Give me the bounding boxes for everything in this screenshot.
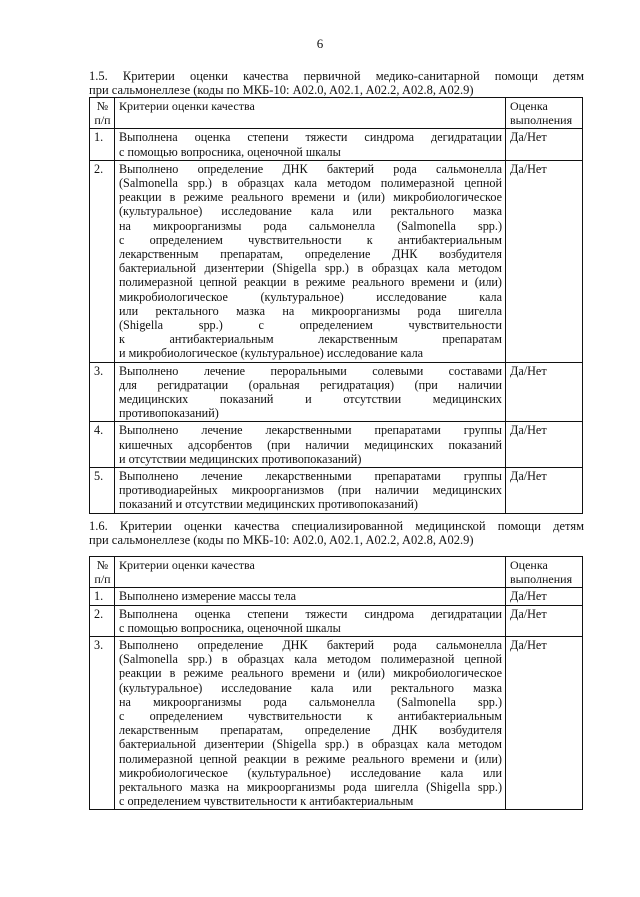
criterion-line: Выполнено определение ДНК бактерий рода сальмонелла [119, 161, 502, 176]
criterion-line: (культуральное) исследование кала или ректального мазка [119, 204, 502, 219]
criterion-line: реакции в режиме реального времени и (или) микробиологическое [119, 666, 502, 681]
criterion-line: медицинских показаний и отсутствии медицинских [119, 392, 502, 407]
result-value: Да/Нет [506, 637, 583, 810]
result-value: Да/Нет [506, 588, 583, 605]
row-number: 1. [90, 588, 115, 605]
criterion-text [115, 605, 506, 636]
criterion-line: и отсутствии медицинских противопоказаний) [119, 451, 362, 466]
criterion-line: реакции в режиме реального времени и (или) микробиологическое [119, 190, 502, 205]
criterion-line: показаний и отсутствии медицинских противопоказаний) [119, 497, 418, 512]
table-row [90, 588, 583, 605]
table-row [90, 362, 583, 422]
criterion-line: противодиарейных микроорганизмов (при наличии медицинских [119, 483, 502, 498]
criterion-text [115, 468, 506, 514]
col-result-header: Оценка выполнения [506, 557, 583, 588]
table-row [90, 605, 583, 636]
criterion-text [115, 129, 506, 160]
criterion-line: на микроорганизмы рода сальмонелла (Salmonella spp.) [119, 218, 502, 233]
col-criteria-header: Критерии оценки качества [115, 557, 506, 588]
criterion-line: полимеразной цепной реакции в режиме реального времени и (или) [119, 751, 502, 766]
criterion-line: противопоказаний) [119, 406, 219, 421]
criterion-line: с помощью вопросника, оценочной шкалы [119, 620, 341, 635]
criterion-line: лекарственным препаратам, определение ДНК возбудителя [119, 247, 502, 262]
table-row [90, 422, 583, 468]
row-number: 5. [90, 468, 115, 514]
criterion-text [115, 588, 506, 605]
criteria-table-1-5 [89, 97, 583, 514]
criterion-line: (Salmonella spp.) в образцах кала методом полимеразной цепной [119, 652, 502, 667]
row-number: 4. [90, 422, 115, 468]
criterion-line: с определением чувствительности к антибактериальным [119, 794, 414, 809]
criterion-line: Выполнена оценка степени тяжести синдрома дегидратации [119, 130, 502, 145]
table-row [90, 468, 583, 514]
criterion-line: на микроорганизмы рода сальмонелла (Salmonella spp.) [119, 694, 502, 709]
criterion-line: кишечных адсорбентов (при наличии медицинских показаний [119, 437, 502, 452]
criterion-line: микробиологическое (культуральное) исследование кала [119, 289, 502, 304]
page-number: 6 [316, 36, 324, 51]
result-value: Да/Нет [506, 605, 583, 636]
criterion-line: Выполнено определение ДНК бактерий рода сальмонелла [119, 638, 502, 653]
criterion-line: и микробиологическое (культуральное) исследование кала [119, 346, 424, 361]
criterion-line: к антибактериальным лекарственным препаратам [119, 332, 502, 347]
section-1-5-heading [89, 69, 584, 97]
table-row [90, 129, 583, 160]
section-1-5-heading-line2: при сальмонеллезе (коды по МКБ-10: A02.0, A02.1, A02.2, A02.8, A02.9) [89, 83, 474, 97]
col-result-header: Оценка выполнения [506, 98, 583, 129]
section-1-6-heading-line2: при сальмонеллезе (коды по МКБ-10: A02.0, A02.1, A02.2, A02.8, A02.9) [89, 533, 474, 547]
row-number: 2. [90, 160, 115, 362]
criterion-line: с определением чувствительности к антибактериальным [119, 709, 502, 724]
criterion-line: (культуральное) исследование кала или ректального мазка [119, 680, 502, 695]
criterion-line: для регидратации (оральная регидратация) (при наличии [119, 377, 502, 392]
row-number: 3. [90, 637, 115, 810]
criterion-line: микробиологическое (культуральное) исследование кала или [119, 765, 502, 780]
criterion-text [115, 362, 506, 422]
table-row [90, 637, 583, 810]
result-value: Да/Нет [506, 129, 583, 160]
criterion-line: полимеразной цепной реакции в режиме реального времени и (или) [119, 275, 502, 290]
result-value: Да/Нет [506, 468, 583, 514]
table-header-row [90, 557, 583, 588]
criterion-line: лекарственным препаратам, определение ДНК возбудителя [119, 723, 502, 738]
criterion-line: бактериальной дизентерии (Shigella spp.) в образцах кала методом [119, 261, 502, 276]
row-number: 2. [90, 605, 115, 636]
result-value: Да/Нет [506, 362, 583, 422]
criterion-line: Выполнено лечение лекарственными препаратами группы [119, 423, 502, 438]
result-value: Да/Нет [506, 160, 583, 362]
criterion-text [115, 160, 506, 362]
criteria-table-1-6 [89, 556, 583, 810]
table-header-row [90, 98, 583, 129]
section-1-6-heading-line1: 1.6. Критерии оценки качества специализированной медицинской помощи детям [89, 519, 584, 533]
table-row [90, 160, 583, 362]
col-criteria-header: Критерии оценки качества [115, 98, 506, 129]
section-1-5-heading-line1: 1.5. Критерии оценки качества первичной медико-санитарной помощи детям [89, 69, 584, 83]
col-num-header: № п/п [90, 557, 115, 588]
criterion-line: (Salmonella spp.) в образцах кала методом полимеразной цепной [119, 176, 502, 191]
criterion-line: Выполнено лечение пероральными солевыми составами [119, 363, 502, 378]
row-number: 1. [90, 129, 115, 160]
criterion-line: (Shigella spp.) с определением чувствительности [119, 318, 502, 333]
criterion-line: бактериальной дизентерии (Shigella spp.) в образцах кала методом [119, 737, 502, 752]
section-1-6-heading [89, 519, 584, 547]
criterion-line: с определением чувствительности к антибактериальным [119, 232, 502, 247]
criterion-line: или ректального мазка на микроорганизмы рода шигелла [119, 303, 502, 318]
col-num-header: № п/п [90, 98, 115, 129]
criterion-line: ректального мазка на микроорганизмы рода шигелла (Shigella spp.) [119, 780, 502, 795]
result-value: Да/Нет [506, 422, 583, 468]
criterion-text [115, 422, 506, 468]
criterion-line: Выполнено измерение массы тела [119, 589, 297, 604]
criterion-line: с помощью вопросника, оценочной шкалы [119, 144, 341, 159]
criterion-text [115, 637, 506, 810]
criterion-line: Выполнено лечение лекарственными препаратами группы [119, 469, 502, 484]
row-number: 3. [90, 362, 115, 422]
criterion-line: Выполнена оценка степени тяжести синдрома дегидратации [119, 606, 502, 621]
